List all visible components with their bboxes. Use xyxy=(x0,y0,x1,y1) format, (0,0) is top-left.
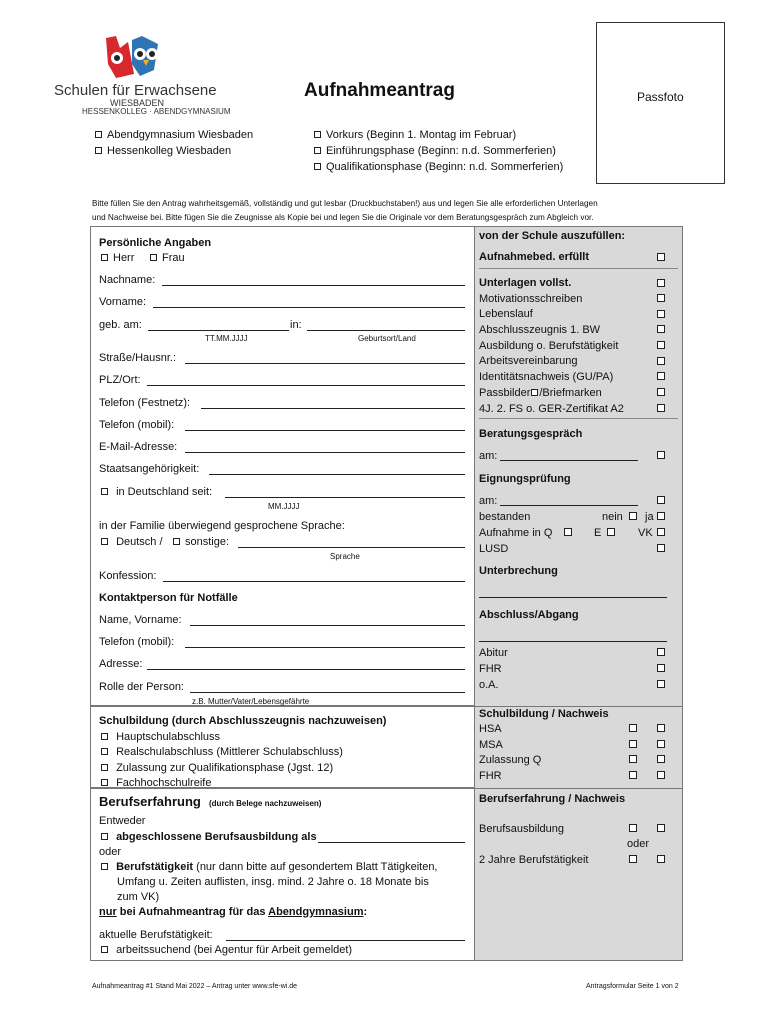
beruf-ausbildung[interactable] xyxy=(101,831,317,844)
checkbox[interactable] xyxy=(101,733,108,740)
beruf-oder: oder xyxy=(99,846,122,858)
fhr-label: FHR xyxy=(479,663,502,675)
tel-fest-label: Telefon (Festnetz): xyxy=(99,397,191,409)
kontakt-rolle-field[interactable] xyxy=(190,692,465,693)
label: Fachhochschulreife xyxy=(116,777,212,789)
doc-4-checkbox[interactable] xyxy=(657,357,665,365)
passfoto-box xyxy=(596,22,725,184)
kontakt-name-field[interactable] xyxy=(190,625,465,626)
checkbox[interactable] xyxy=(95,147,102,154)
divider xyxy=(479,268,678,269)
divider xyxy=(474,788,683,789)
checkbox[interactable] xyxy=(101,863,108,870)
sprache-field[interactable] xyxy=(238,547,465,548)
doc-3-checkbox[interactable] xyxy=(657,341,665,349)
school-hsa[interactable] xyxy=(101,731,220,744)
footer-left: Aufnahmeantrag #1 Stand Mai 2022 – Antrag unter www.sfe-wi.de xyxy=(92,983,298,990)
kontakt-name-label: Name, Vorname: xyxy=(99,614,182,626)
kontakt-tel-field[interactable] xyxy=(185,647,465,648)
tel-mobil-label: Telefon (mobil): xyxy=(99,419,175,431)
jahre-label: 2 Jahre Berufstätigkeit xyxy=(479,854,589,866)
checkbox[interactable] xyxy=(314,163,321,170)
beruf-entweder: Entweder xyxy=(99,815,146,827)
doc-1: Lebenslauf xyxy=(479,308,533,320)
phase-option-qualifikation[interactable] xyxy=(314,161,563,174)
konfession-field[interactable] xyxy=(163,581,465,582)
ba-checkbox-2[interactable] xyxy=(657,824,665,832)
school-zulassung[interactable] xyxy=(101,762,333,775)
in-de-seit[interactable] xyxy=(101,486,212,499)
gender-frau[interactable] xyxy=(150,252,185,265)
school-option-hessenkolleg[interactable] xyxy=(95,145,231,158)
sb-hsa-checkbox-1[interactable] xyxy=(629,724,637,732)
checkbox[interactable] xyxy=(314,147,321,154)
jahre-checkbox-1[interactable] xyxy=(629,855,637,863)
nachname-label: Nachname: xyxy=(99,274,156,286)
checkbox[interactable] xyxy=(101,488,108,495)
checkbox[interactable] xyxy=(101,748,108,755)
logo xyxy=(54,34,254,116)
vorname-label: Vorname: xyxy=(99,296,147,308)
abitur-checkbox[interactable] xyxy=(657,648,665,656)
rolle-hint: z.B. Mutter/Vater/Lebensgefährte xyxy=(192,697,310,706)
doc-6-checkbox[interactable] xyxy=(657,388,665,396)
beratung-checkbox[interactable] xyxy=(657,451,665,459)
school-option-abendgymnasium[interactable] xyxy=(95,129,253,142)
kontakt-heading: Kontaktperson für Notfälle xyxy=(99,592,238,604)
divider xyxy=(474,706,683,707)
label: Zulassung zur Qualifikationsphase (Jgst. 12) xyxy=(116,762,334,774)
sb-msa: MSA xyxy=(479,739,503,751)
personal-heading: Persönliche Angaben xyxy=(99,237,212,249)
divider xyxy=(479,418,678,419)
sb-fhr-checkbox-1[interactable] xyxy=(629,771,637,779)
label: arbeitssuchend (bei Agentur für Arbeit gemeldet) xyxy=(116,944,353,956)
date-hint: TT.MM.JJJJ xyxy=(205,334,248,343)
label: Deutsch / xyxy=(116,536,163,548)
doc-2: Abschlusszeugnis 1. BW xyxy=(479,324,601,336)
sprache-hint: Sprache xyxy=(330,552,360,561)
phase-option-vorkurs[interactable] xyxy=(314,129,516,142)
doc-7-checkbox[interactable] xyxy=(657,404,665,412)
checkbox[interactable] xyxy=(95,131,102,138)
checkbox[interactable] xyxy=(173,538,180,545)
phase-option-einfuehrung[interactable] xyxy=(314,145,556,158)
beratung-heading: Beratungsgespräch xyxy=(479,428,583,440)
plz-field[interactable] xyxy=(147,385,465,386)
kontakt-adresse-label: Adresse: xyxy=(99,658,143,670)
kontakt-rolle-label: Rolle der Person: xyxy=(99,681,184,693)
nein-label: nein xyxy=(602,511,623,523)
sprache-deutsch[interactable] xyxy=(101,536,163,549)
label: Abendgymnasium Wiesbaden xyxy=(107,129,254,141)
doc-5: Identitätsnachweis (GU/PA) xyxy=(479,371,614,383)
jahre-checkbox-2[interactable] xyxy=(657,855,665,863)
checkbox[interactable] xyxy=(314,131,321,138)
doc-6 xyxy=(479,387,602,400)
ag-note: bei Aufnahmeantrag für das xyxy=(119,906,266,918)
nachname-field[interactable] xyxy=(162,285,465,286)
sb-heading: Schulbildung / Nachweis xyxy=(479,708,609,720)
beruf-taetigkeit[interactable] xyxy=(101,861,438,874)
nur: nur xyxy=(99,906,117,918)
tel-fest-field[interactable] xyxy=(201,408,465,409)
label: sonstige: xyxy=(185,536,230,548)
doc-4: Arbeitsvereinbarung xyxy=(479,355,578,367)
doc-0-checkbox[interactable] xyxy=(657,294,665,302)
logo-line3: HESSENKOLLEG · ABENDGYMNASIUM xyxy=(82,107,231,116)
eignung-am: am: xyxy=(479,495,498,507)
beruf-suchend[interactable] xyxy=(101,944,352,957)
label: Realschulabschluss (Mittlerer Schulabschluss) xyxy=(116,746,343,758)
staat-label: Staatsangehörigkeit: xyxy=(99,463,200,475)
label: Berufstätigkeit xyxy=(116,861,194,873)
oa-checkbox[interactable] xyxy=(657,680,665,688)
abschluss-field[interactable] xyxy=(479,641,667,642)
kontakt-tel-label: Telefon (mobil): xyxy=(99,636,175,648)
plz-label: PLZ/Ort: xyxy=(99,374,141,386)
sb-msa-checkbox-2[interactable] xyxy=(657,740,665,748)
place-hint: Geburtsort/Land xyxy=(358,334,416,343)
checkbox[interactable] xyxy=(531,389,538,396)
eignung-field[interactable] xyxy=(500,505,638,506)
beruf-note: (durch Belege nachzuweisen) xyxy=(209,799,322,808)
staat-field[interactable] xyxy=(209,474,465,475)
geb-label: geb. am: xyxy=(99,319,142,331)
label: Passbilder xyxy=(479,387,531,399)
sb-zulassung-checkbox-1[interactable] xyxy=(629,755,637,763)
checkbox[interactable] xyxy=(101,779,108,786)
abschluss-heading: Abschluss/Abgang xyxy=(479,609,579,621)
bn-heading: Berufserfahrung / Nachweis xyxy=(479,793,626,805)
label: Herr xyxy=(113,252,135,264)
checkbox[interactable] xyxy=(101,833,108,840)
beruf-ag-note: nur bei Aufnahmeantrag für das Abendgymnasium: xyxy=(99,906,368,918)
label: Hessenkolleg Wiesbaden xyxy=(107,145,232,157)
e-label: E xyxy=(594,527,602,539)
school-use-heading: von der Schule auszufüllen: xyxy=(479,230,626,242)
bestanden-label: bestanden xyxy=(479,511,531,523)
checkbox[interactable] xyxy=(150,254,157,261)
doc-0: Motivationsschreiben xyxy=(479,293,583,305)
schulbildung-heading: Schulbildung (durch Abschlusszeugnis nachzuweisen) xyxy=(99,715,387,727)
sb-fhr: FHR xyxy=(479,770,502,782)
sb-zulassung: Zulassung Q xyxy=(479,754,542,766)
beruf-ausbildung-field[interactable] xyxy=(318,842,465,843)
gender-herr[interactable] xyxy=(101,252,134,265)
kontakt-adresse-field[interactable] xyxy=(147,669,465,670)
checkbox[interactable] xyxy=(101,946,108,953)
label: Qualifikationsphase (Beginn: n.d. Sommerferien) xyxy=(326,161,564,173)
nein-checkbox[interactable] xyxy=(629,512,637,520)
checkbox[interactable] xyxy=(101,538,108,545)
checkbox[interactable] xyxy=(101,254,108,261)
label: Einführungsphase (Beginn: n.d. Sommerferien) xyxy=(326,145,556,157)
aufnahmebed-checkbox[interactable] xyxy=(657,253,665,261)
email-label: E-Mail-Adresse: xyxy=(99,441,178,453)
email-field[interactable] xyxy=(185,452,465,453)
label: abgeschlossene Berufsausbildung als xyxy=(116,831,317,843)
aufnahme-e-checkbox[interactable] xyxy=(607,528,615,536)
logo-line1: Schulen für Erwachsene xyxy=(54,82,217,99)
label: Vorkurs (Beginn 1. Montag im Februar) xyxy=(326,129,517,141)
beruf-aktuell-label: aktuelle Berufstätigkeit: xyxy=(99,929,213,941)
beruf-aktuell-field[interactable] xyxy=(226,940,465,941)
strasse-field[interactable] xyxy=(185,363,465,364)
note: (nur dann bitte auf gesondertem Blatt Tätigkeiten, xyxy=(196,861,438,873)
school-msa[interactable] xyxy=(101,746,343,759)
eignung-checkbox[interactable] xyxy=(657,496,665,504)
beruf-heading: Berufserfahrung xyxy=(99,794,201,809)
eignung-heading: Eignungsprüfung xyxy=(479,473,571,485)
geb-in-label: in: xyxy=(290,319,302,331)
lusd-checkbox[interactable] xyxy=(657,544,665,552)
in-de-field[interactable] xyxy=(225,497,465,498)
sprache-sonstige[interactable] xyxy=(173,536,229,549)
sb-hsa: HSA xyxy=(479,723,502,735)
beruf-note2: Umfang u. Zeiten auflisten, insg. mind. 2 Jahre o. 18 Monate bis xyxy=(117,876,429,888)
oa-label: o.A. xyxy=(479,679,499,691)
unterbrechung-heading: Unterbrechung xyxy=(479,565,558,577)
geburtsort-field[interactable] xyxy=(307,330,465,331)
sb-fhr-checkbox-2[interactable] xyxy=(657,771,665,779)
label: /Briefmarken xyxy=(539,387,602,399)
beratung-am: am: xyxy=(479,450,498,462)
ba-label: Berufsausbildung xyxy=(479,823,565,835)
label: Frau xyxy=(162,252,185,264)
aufnahme-q-checkbox[interactable] xyxy=(564,528,572,536)
page-title: Aufnahmeantrag xyxy=(304,80,455,101)
sb-zulassung-checkbox-2[interactable] xyxy=(657,755,665,763)
logo-line2: WIESBADEN xyxy=(110,98,165,108)
lusd-label: LUSD xyxy=(479,543,509,555)
abitur-label: Abitur xyxy=(479,647,508,659)
ja-checkbox[interactable] xyxy=(657,512,665,520)
intro-line-1: Bitte füllen Sie den Antrag wahrheitsgemäß, vollständig und gut lesbar (Druckbuchstaben!) aus und legen Sie alle erforderlichen Unterlagen xyxy=(92,199,598,208)
aufnahme-label: Aufnahme in Q xyxy=(479,527,553,539)
aufnahmebed-label: Aufnahmebed. erfüllt xyxy=(479,251,590,263)
footer-right: Antragsformular Seite 1 von 2 xyxy=(586,983,679,990)
passfoto-label: Passfoto xyxy=(637,90,684,104)
checkbox[interactable] xyxy=(101,764,108,771)
beruf-note3: zum VK) xyxy=(117,891,160,903)
owl-logo-icon xyxy=(54,34,254,80)
label: Hauptschulabschluss xyxy=(116,731,221,743)
ba-checkbox-1[interactable] xyxy=(629,824,637,832)
ag: Abendgymnasium xyxy=(268,906,364,918)
doc-5-checkbox[interactable] xyxy=(657,372,665,380)
intro-line-2: und Nachweise bei. Bitte fügen Sie die Zeugnisse als Kopie bei und legen Sie die Originale vor dem Beratungsgespräch zum Abgleich vor. xyxy=(92,213,594,222)
tel-mobil-field[interactable] xyxy=(185,430,465,431)
label: in Deutschland seit: xyxy=(116,486,213,498)
unterbrechung-field[interactable] xyxy=(479,597,667,598)
sb-hsa-checkbox-2[interactable] xyxy=(657,724,665,732)
doc-3: Ausbildung o. Berufstätigkeit xyxy=(479,340,619,352)
vorname-field[interactable] xyxy=(153,307,465,308)
unterlagen-checkbox[interactable] xyxy=(657,279,665,287)
beratung-field[interactable] xyxy=(500,460,638,461)
strasse-label: Straße/Hausnr.: xyxy=(99,352,177,364)
doc-1-checkbox[interactable] xyxy=(657,310,665,318)
konfession-label: Konfession: xyxy=(99,570,157,582)
sprache-question: in der Familie überwiegend gesprochene Sprache: xyxy=(99,520,345,532)
geb-field[interactable] xyxy=(148,330,289,331)
sb-msa-checkbox-1[interactable] xyxy=(629,740,637,748)
ja-label: ja xyxy=(645,511,654,523)
mmjjjj-hint: MM.JJJJ xyxy=(268,502,300,511)
doc-7: 4J. 2. FS o. GER-Zertifikat A2 xyxy=(479,403,624,415)
aufnahme-vk-checkbox[interactable] xyxy=(657,528,665,536)
vk-label: VK xyxy=(638,527,653,539)
bn-oder: oder xyxy=(627,838,650,850)
doc-2-checkbox[interactable] xyxy=(657,325,665,333)
unterlagen-label: Unterlagen vollst. xyxy=(479,277,572,289)
fhr-checkbox[interactable] xyxy=(657,664,665,672)
